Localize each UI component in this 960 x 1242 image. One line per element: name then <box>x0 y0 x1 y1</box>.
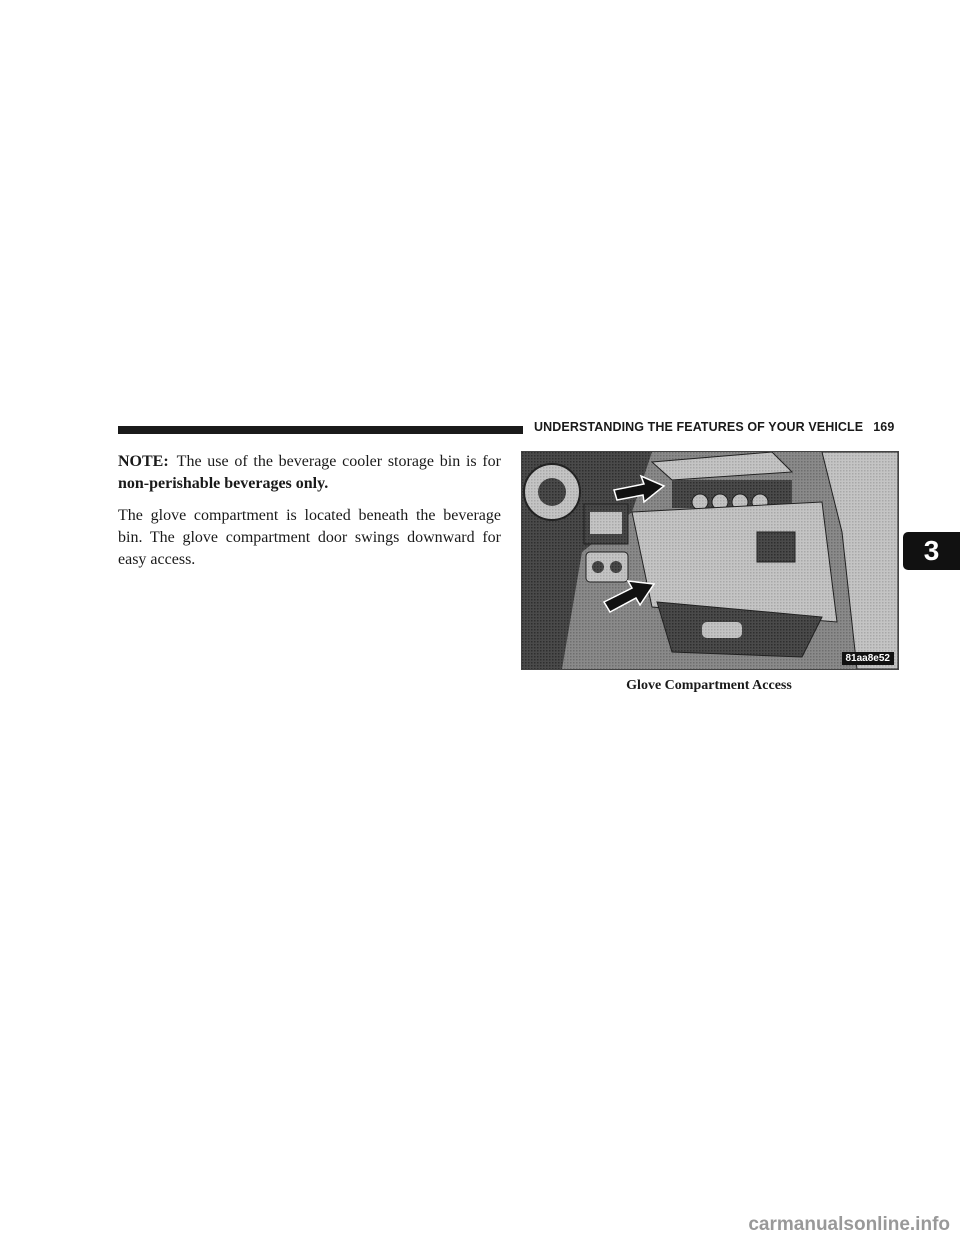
page-number: 169 <box>873 420 895 434</box>
figure-code: 81aa8e52 <box>842 652 895 665</box>
note-paragraph <box>118 451 501 495</box>
chapter-tab: 3 <box>903 532 960 570</box>
body-text <box>118 451 501 581</box>
running-header <box>534 420 894 434</box>
note-label: NOTE: <box>118 453 169 470</box>
watermark: carmanualsonline.info <box>748 1214 950 1235</box>
glove-paragraph: The glove compartment is located beneath the beverage bin. The glove compartment door swings downward for easy access. <box>118 507 501 568</box>
note-text: The use of the beverage cooler storage bin is for <box>176 453 501 470</box>
section-title: UNDERSTANDING THE FEATURES OF YOUR VEHICLE <box>534 420 864 434</box>
dashboard-illustration <box>522 452 898 669</box>
glove-compartment-figure <box>521 451 899 670</box>
header-rule <box>118 426 523 434</box>
figure-caption: Glove Compartment Access <box>626 678 792 693</box>
note-bold-text: non-perishable beverages only. <box>118 475 329 492</box>
